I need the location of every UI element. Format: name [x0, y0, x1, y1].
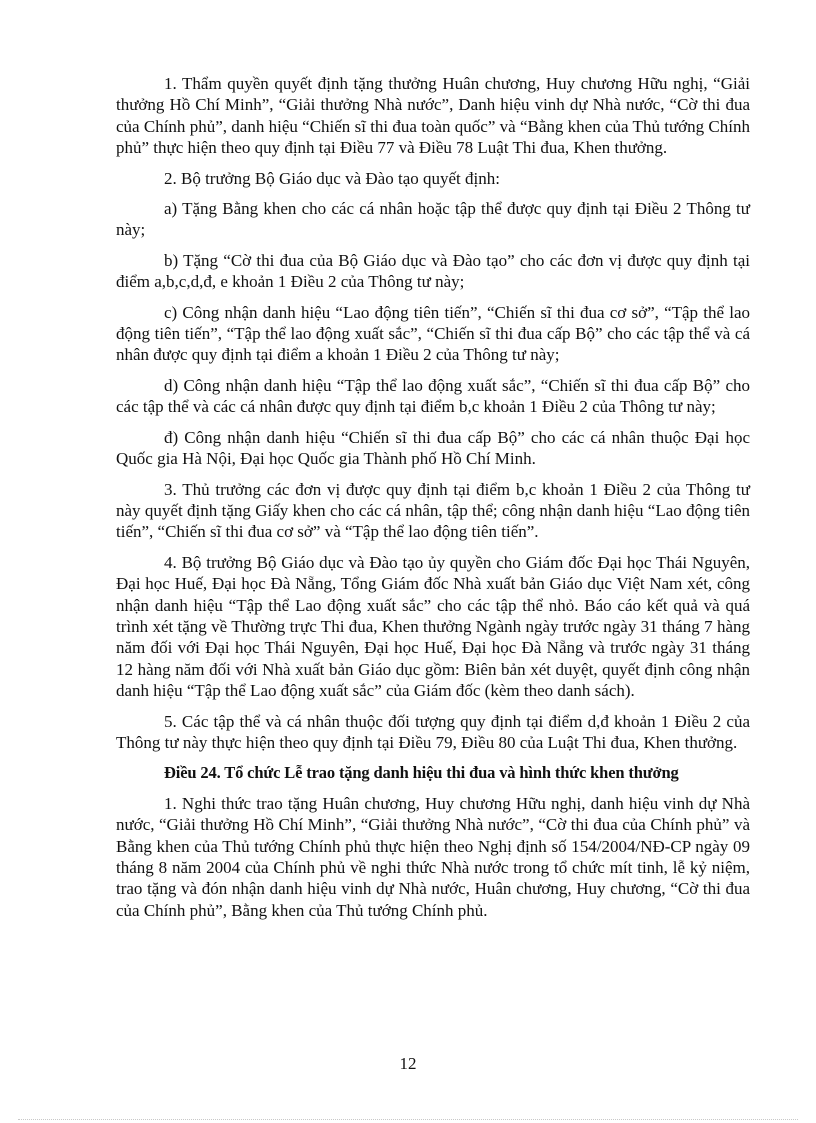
paragraph-item-a: a) Tặng Bằng khen cho các cá nhân hoặc tập thể được quy định tại Điều 2 Thông tư này; [116, 199, 750, 240]
article-24-heading: Điều 24. Tổ chức Lễ trao tặng danh hiệu thi đua và hình thức khen thưởng [164, 763, 679, 783]
paragraph-article-24-item-1: 1. Nghi thức trao tặng Huân chương, Huy chương Hữu nghị, danh hiệu vinh dự Nhà nước, “Giải thưởng Hồ Chí Minh”, “Giải thưởng Nhà nước”, “Cờ thi đua của Chính phủ” và Bằng khen của Thủ tướng Chính phủ thực hiện theo Nghị định số 154/2004/NĐ-CP ngày 09 tháng 8 năm 2004 của Chính phủ về nghi thức Nhà nước trong tổ chức mít tinh, lễ kỷ niệm, trao tặng và đón nhận danh hiệu vinh dự Nhà nước, Huân chương, Huy chương, “Cờ thi đua của Chính phủ”, Bằng khen của Thủ tướng Chính phủ. [116, 793, 750, 920]
document-body [116, 73, 750, 930]
paragraph-item-b: b) Tặng “Cờ thi đua của Bộ Giáo dục và Đào tạo” cho các đơn vị được quy định tại điểm a,b,c,d,đ, e khoản 1 Điều 2 của Thông tư này; [116, 250, 750, 292]
paragraph-item-c: c) Công nhận danh hiệu “Lao động tiên tiến”, “Chiến sĩ thi đua cơ sở”, “Tập thể lao động tiên tiến”, “Tập thể lao động xuất sắc”, “Chiến sĩ thi đua cấp Bộ” cho các tập thể và cá nhân được quy định tại điểm a khoản 1 Điều 2 của Thông tư này; [116, 302, 750, 365]
paragraph-section-4: 4. Bộ trưởng Bộ Giáo dục và Đào tạo ủy quyền cho Giám đốc Đại học Thái Nguyên, Đại học Huế, Đại học Đà Nẵng, Tổng Giám đốc Nhà xuất bản Giáo dục Việt Nam xét, công nhận danh hiệu “Tập thể Lao động xuất sắc” cho các tập thể nhỏ. Báo cáo kết quả và quá trình xét tặng về Thường trực Thi đua, Khen thưởng Ngành ngày trước ngày 31 tháng 7 hàng năm đối với Đại học Thái Nguyên, Đại học Huế, Đại học Đà Nẵng và trước ngày 31 tháng 12 hàng năm đối với Nhà xuất bản Giáo dục gồm: Biên bản xét duyệt, quyết định công nhận danh hiệu “Tập thể Lao động xuất sắc” của Giám đốc (kèm theo danh sách). [116, 552, 750, 701]
paragraph-authority: 1. Thẩm quyền quyết định tặng thưởng Huân chương, Huy chương Hữu nghị, “Giải thưởng Hồ Chí Minh”, “Giải thưởng Nhà nước”, Danh hiệu vinh dự Nhà nước, “Cờ thi đua của Chính phủ”, danh hiệu “Chiến sĩ thi đua toàn quốc” và “Bằng khen của Thủ tướng Chính phủ” thực hiện theo quy định tại Điều 77 và Điều 78 Luật Thi đua, Khen thưởng. [116, 74, 750, 158]
paragraph-minister-decides: 2. Bộ trưởng Bộ Giáo dục và Đào tạo quyết định: [164, 168, 500, 188]
paragraph-section-3: 3. Thủ trưởng các đơn vị được quy định tại điểm b,c khoản 1 Điều 2 của Thông tư này quyết định tặng Giấy khen cho các cá nhân, tập thể; công nhận danh hiệu “Lao động tiên tiến”, “Chiến sĩ thi đua cơ sở” và “Tập thể lao động tiên tiến”. [116, 479, 750, 542]
paragraph-item-d: d) Công nhận danh hiệu “Tập thể lao động xuất sắc”, “Chiến sĩ thi đua cấp Bộ” cho các tập thể và các cá nhân được quy định tại điểm b,c khoản 1 Điều 2 của Thông tư này; [116, 375, 750, 417]
paragraph-section-5: 5. Các tập thể và cá nhân thuộc đối tượng quy định tại điểm d,đ khoản 1 Điều 2 của Thông tư này thực hiện theo quy định tại Điều 79, Điều 80 của Luật Thi đua, Khen thưởng. [116, 711, 750, 752]
page-number: 12 [399, 1054, 417, 1073]
paragraph-item-dd: đ) Công nhận danh hiệu “Chiến sĩ thi đua cấp Bộ” cho các cá nhân thuộc Đại học Quốc gia Hà Nội, Đại học Quốc gia Thành phố Hồ Chí Minh. [116, 427, 750, 469]
page-bottom-divider [18, 1119, 798, 1120]
